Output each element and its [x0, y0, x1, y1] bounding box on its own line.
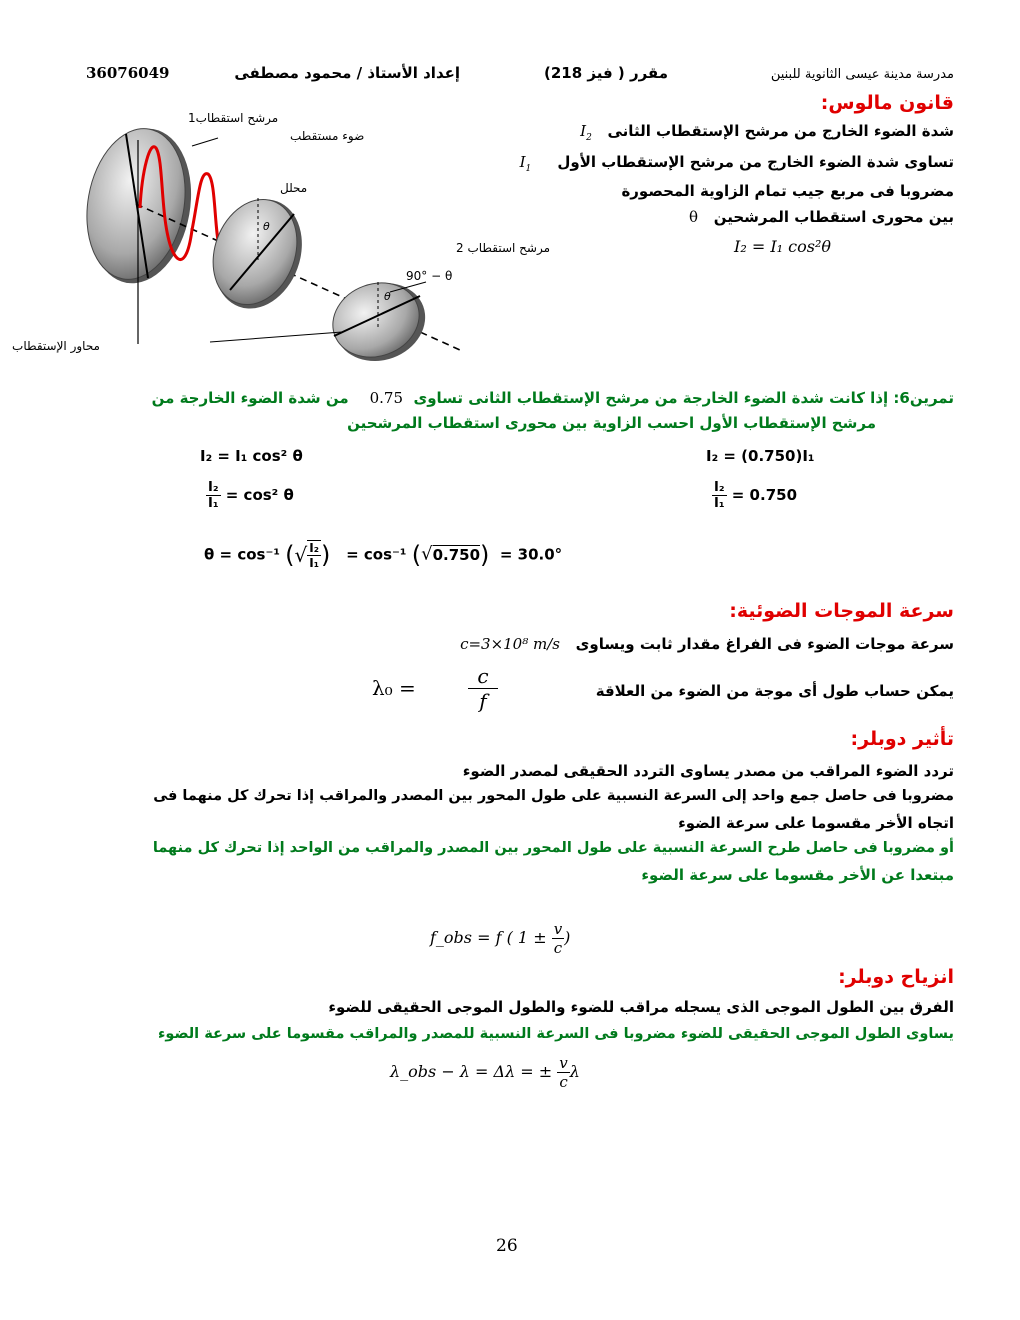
polarized-light-label: ضوء مستقطب: [290, 129, 365, 143]
doppler-formula: [430, 920, 570, 957]
header-author: إعداد الأستاذ / محمود مصطفى: [234, 64, 460, 82]
doppler-formula-num: v: [553, 920, 563, 938]
exercise-eq3-result: = 30.0°: [499, 545, 563, 564]
lambda-lhs: λ₀ =: [372, 676, 416, 700]
exercise-text1: إذا كانت شدة الضوء الخارجة من مرشح الإستقطاب الثانى تساوى: [413, 389, 889, 407]
header-school: مدرسة مدينة عيسى الثانوية للبنين: [770, 67, 954, 82]
lambda-num: c: [468, 664, 498, 689]
speed-c-value: c=3×10⁸ m/s: [460, 635, 560, 653]
analyzer-label: محلل: [280, 181, 308, 195]
exercise-eq3-mid: = cos⁻¹: [346, 545, 407, 564]
exercise-eq3: θ = cos⁻¹ (√ $\frac{\text{I₂}}{\text{I₁}}$ ) = cos⁻¹ (√0.750) = 30.0°: [204, 541, 563, 570]
header-code: 36076049: [86, 64, 170, 82]
shift-title: انزياح دوبلر:: [838, 966, 954, 988]
malus-line4-symbol: θ: [689, 208, 699, 226]
malus-line1-text: شدة الضوء الخارج من مرشح الإستقطاب الثانى: [607, 122, 954, 140]
speed-line1: [400, 635, 954, 653]
malus-line2-text: تساوى شدة الضوء الخارج من مرشح الإستقطاب الأول: [557, 153, 954, 171]
doppler-formula-end: ): [564, 928, 571, 947]
shift-line1: الفرق بين الطول الموجى الذى يسجله مراقب للضوء والطول الموجى الحقيقى للضوء: [328, 998, 954, 1016]
shift-formula-end: λ: [569, 1062, 580, 1081]
malus-title: قانون مالوس:: [820, 92, 954, 114]
malus-formula: I₂ = I₁ cos²θ: [734, 237, 831, 256]
malus-line3: مضروبا فى مربع جيب تمام الزاوية المحصورة: [621, 182, 954, 200]
theta-label-1: θ: [263, 220, 270, 233]
exercise-line2: مرشح الإستقطاب الأول احسب الزاوية بين محورى استقطاب المرشحين: [347, 414, 876, 432]
lambda-den: f: [479, 689, 487, 713]
doppler-formula-lhs: f_obs = f ( 1 ±: [430, 928, 547, 947]
doppler-line4: أو مضروبا فى حاصل طرح السرعة النسبية على طول المحور بين المصدر والمراقب من الواحد إذا تحرك كل منهما: [152, 840, 954, 856]
axes-label: محاور الإستقطاب: [12, 339, 100, 353]
malus-line2: [480, 153, 954, 174]
doppler-formula-den: c: [553, 939, 563, 957]
exercise-eq-left1: I₂ = I₁ cos² θ: [200, 447, 303, 465]
shift-formula-lhs: λ_obs − λ = Δλ = ±: [390, 1062, 553, 1081]
shift-line2: يساوى الطول الموجى الحقيقى للضوء مضروبا فى السرعة النسبية للمصدر والمراقب مقسوما على سرعة الضوء: [157, 1026, 954, 1042]
polarization-figure: [12, 100, 550, 370]
filter1-label: مرشح استقطاب1: [188, 111, 279, 125]
exercise-value: 0.75: [369, 389, 403, 407]
exercise-eq-right2-rhs: = 0.750: [731, 486, 798, 504]
polarizer-disk-2: [322, 271, 436, 374]
doppler-line1: تردد الضوء المراقب من مصدر يساوى التردد الحقيقى لمصدر الضوء: [462, 762, 954, 780]
exercise-eq3-lhs: θ = cos⁻¹: [204, 545, 280, 564]
theta-label-2: θ: [384, 290, 391, 303]
speed-line1-text: سرعة موجات الضوء فى الفراغ مقدار ثابت ويساوى: [575, 635, 954, 653]
lambda-fraction: [468, 664, 498, 713]
malus-line1-symbol: I: [580, 122, 587, 140]
malus-line2-sub: 1: [525, 164, 532, 174]
shift-formula: [390, 1054, 580, 1091]
doppler-line3: اتجاه الأخر مقسوما على سرعة الضوء: [678, 814, 954, 832]
malus-line1-sub: 2: [586, 133, 592, 143]
exercise-line1: [100, 389, 954, 407]
analyzer-disk: [199, 187, 317, 321]
doppler-line2: مضروبا فى حاصل جمع واحد إلى السرعة النسبية على طول المحور بين المصدر والمراقب إذا تحرك كل منهما فى: [153, 788, 954, 804]
exercise-label: تمرين6:: [893, 389, 954, 407]
exercise-text1b: من شدة الضوء الخارجة من: [151, 389, 349, 407]
malus-line4-text: بين محورى استقطاب المرشحين: [713, 208, 954, 226]
exercise-eq3-val: 0.750: [432, 545, 481, 564]
exercise-eq-right1: I₂ = (0.750)I₁: [706, 447, 815, 465]
shift-formula-num: v: [559, 1054, 568, 1072]
page-number: 26: [496, 1236, 518, 1256]
shift-formula-den: c: [559, 1073, 568, 1091]
malus-line4: [480, 208, 954, 226]
exercise-eq-left2-rhs: = cos² θ: [225, 486, 294, 504]
angle-label: 90° − θ: [406, 269, 453, 283]
header-course: مقرر ( فيز 218): [543, 64, 668, 82]
exercise-eq-right2: $\frac{\text{I₂}}{\text{I₁}}$ = 0.750: [714, 480, 798, 511]
speed-title: سرعة الموجات الضوئية:: [729, 600, 954, 622]
doppler-title: تأثير دوبلر:: [850, 728, 954, 750]
filter2-label: مرشح استقطاب 2: [456, 241, 550, 255]
malus-line1: [480, 122, 954, 143]
exercise-eq-left2: $\frac{\text{I₂}}{\text{I₁}}$ = cos² θ: [208, 480, 294, 511]
speed-line2: يمكن حساب طول أى موجة من الضوء من العلاقة: [595, 682, 954, 700]
malus-line2-symbol: I: [519, 153, 526, 171]
doppler-line5: مبتعدا عن الأخر مقسوما على سرعة الضوء: [641, 866, 954, 884]
